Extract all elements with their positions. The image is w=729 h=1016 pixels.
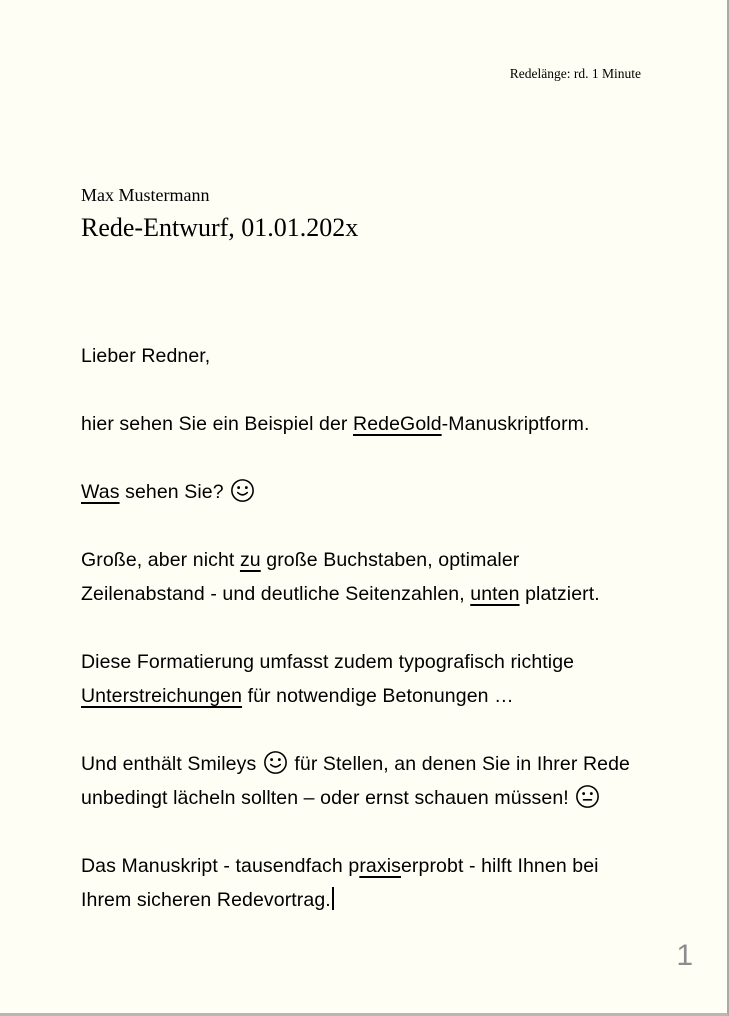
smiley-smile-icon bbox=[263, 750, 288, 775]
paragraph bbox=[81, 849, 641, 917]
paragraph bbox=[81, 339, 641, 373]
author-line: Max Mustermann bbox=[81, 185, 210, 205]
underlined-text: unten bbox=[470, 583, 520, 605]
underlined-text: RedeGold bbox=[353, 413, 442, 435]
paragraph bbox=[81, 747, 641, 815]
text-cursor bbox=[332, 887, 334, 910]
underlined-text: raxis bbox=[359, 855, 401, 877]
text-run: Lieber Redner, bbox=[81, 345, 211, 367]
text-run: Und enthält Smileys bbox=[81, 753, 262, 775]
document-title: Rede-Entwurf, 01.01.202x bbox=[81, 213, 359, 242]
text-run: sehen Sie? bbox=[119, 481, 230, 503]
paragraph bbox=[81, 543, 641, 611]
text-run: für notwendige Betonungen … bbox=[242, 685, 514, 707]
underlined-text: Unterstreichungen bbox=[81, 685, 243, 707]
document-body[interactable] bbox=[81, 339, 641, 917]
page-number: 1 bbox=[676, 939, 693, 972]
text-run: große Buchstaben, optimaler Zeilenabstand - und deutliche Seitenzahlen, bbox=[81, 549, 520, 605]
text-run: -Manuskriptform. bbox=[441, 413, 590, 435]
paragraph bbox=[81, 645, 641, 713]
paragraph bbox=[81, 407, 641, 441]
smiley-neutral-icon bbox=[575, 784, 600, 809]
speech-length-note: Redelänge: rd. 1 Minute bbox=[509, 66, 641, 81]
text-run: Das Manuskript - tausendfach p bbox=[81, 855, 360, 877]
text-run: Große, aber nicht bbox=[81, 549, 240, 571]
underlined-text: Was bbox=[81, 481, 120, 503]
smiley-smile-icon bbox=[230, 478, 255, 503]
text-run: erprobt - hilft Ihnen bei Ihrem sicheren Redevortrag. bbox=[81, 855, 599, 911]
paragraph bbox=[81, 475, 641, 509]
text-run: platziert. bbox=[519, 583, 600, 605]
text-run: für Stellen, an denen Sie in Ihrer Rede unbedingt lächeln sollten – oder ernst schauen müssen! bbox=[81, 753, 630, 809]
text-run: hier sehen Sie ein Beispiel der bbox=[81, 413, 354, 435]
text-run: Diese Formatierung umfasst zudem typografisch richtige bbox=[81, 651, 575, 673]
underlined-text: zu bbox=[239, 549, 261, 571]
